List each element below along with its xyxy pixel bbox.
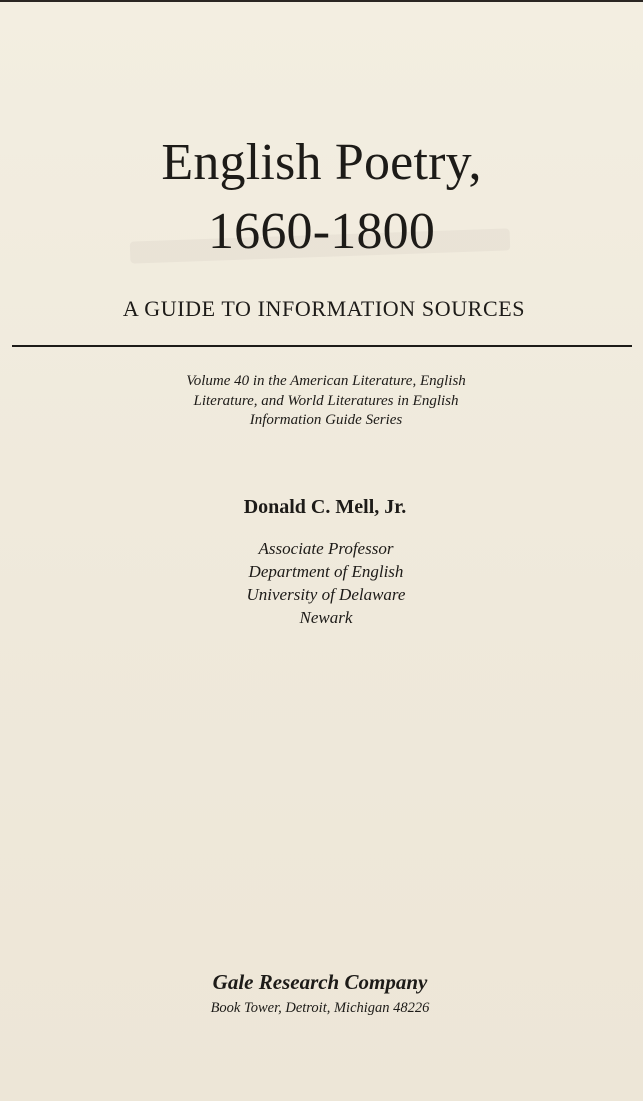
book-title-line-1: English Poetry,	[161, 134, 482, 191]
publisher-name: Gale Research Company	[212, 970, 428, 994]
series-line-1: Volume 40 in the American Literature, English	[186, 373, 466, 389]
top-border	[0, 0, 643, 2]
book-subtitle: A GUIDE TO INFORMATION SOURCES	[122, 296, 526, 321]
affiliation-city: Newark	[299, 608, 353, 627]
series-note	[0, 372, 643, 431]
affiliation-department: Department of English	[248, 562, 404, 581]
author-name: Donald C. Mell, Jr.	[243, 496, 407, 518]
book-title-line-2: 1660-1800	[207, 203, 436, 260]
publisher-address: Book Tower, Detroit, Michigan 48226	[210, 1000, 430, 1016]
affiliation-university: University of Delaware	[246, 585, 406, 604]
affiliation-position: Associate Professor	[258, 539, 394, 558]
horizontal-rule	[12, 345, 632, 347]
series-line-3: Information Guide Series	[249, 412, 403, 428]
author-affiliation	[0, 537, 643, 629]
series-line-2: Literature, and World Literatures in English	[193, 392, 459, 409]
